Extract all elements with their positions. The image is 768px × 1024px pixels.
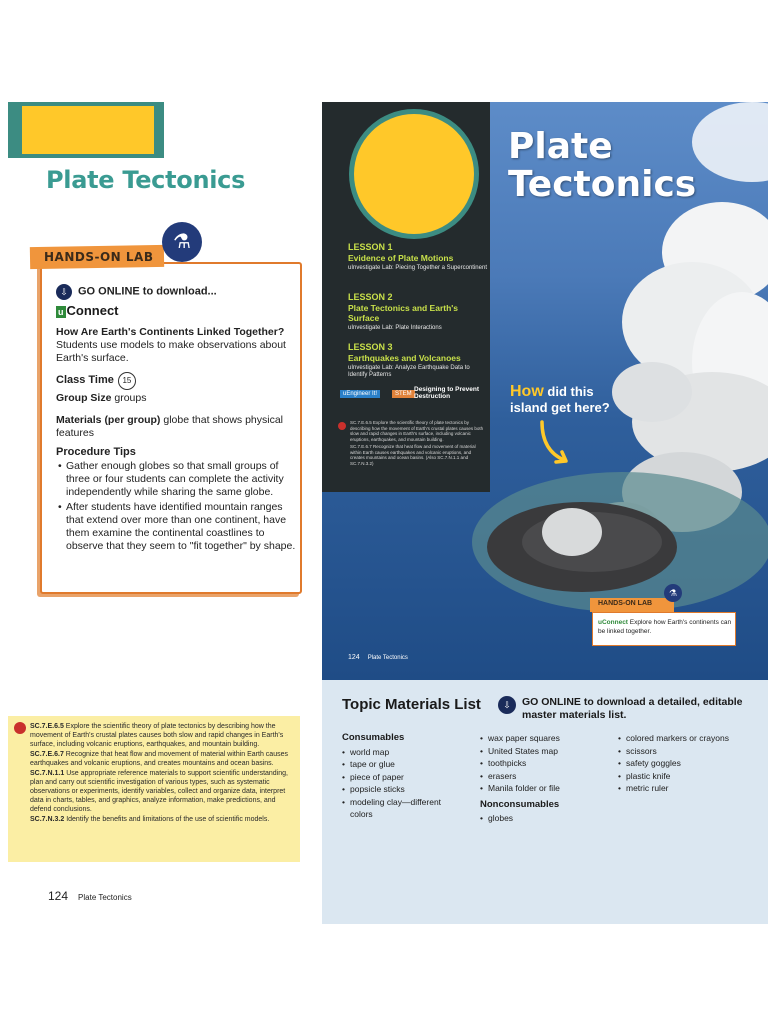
list-item: • erasers (480, 770, 610, 783)
list-item: • globes (480, 812, 610, 825)
list-item: • colored markers or crayons (618, 732, 758, 745)
lesson-title[interactable]: Evidence of Plate Motions (348, 253, 454, 263)
page-folio (48, 889, 132, 903)
group-size-row (56, 392, 288, 405)
class-time-value: 15 (118, 372, 136, 390)
consumables-list (342, 746, 462, 821)
engineer-title: Designing to Prevent Destruction (414, 386, 480, 400)
consumables-list-2 (480, 732, 610, 795)
list-item: • metric ruler (618, 782, 758, 795)
lab-tab-label: HANDS-ON LAB (44, 250, 154, 264)
uconnect-heading (56, 304, 288, 319)
consumables-column-2 (480, 732, 610, 825)
uconnect-label: Connect (66, 303, 119, 318)
page-number: 124 (48, 889, 69, 903)
standard-item: SC.7.E.6.7 Recognize that heat flow and movement of material within Earth causes earthquakes and volcanic eruptions, and creates mountains and ocean basins. (30, 751, 288, 767)
list-item: • tape or glue (342, 758, 462, 771)
engineer-it-tag: uEngineer It! (340, 390, 380, 398)
consumables-title: Consumables (342, 732, 405, 743)
materials-list-title: Topic Materials List (342, 696, 481, 713)
question-title: How Are Earth's Continents Linked Together? (56, 326, 285, 338)
how-word: How (510, 383, 544, 400)
go-online-row[interactable] (56, 284, 288, 300)
consumables-list-3 (618, 732, 758, 795)
lab-question (56, 326, 288, 365)
go-online-text: GO ONLINE to download... (78, 285, 217, 298)
group-size-label: Group Size (56, 392, 112, 404)
class-time-row (56, 372, 288, 390)
materials-value: globe that shows physical features (56, 414, 284, 439)
sidebar-standards (350, 420, 486, 468)
list-item: • toothpicks (480, 757, 610, 770)
stem-tag: STEM (392, 390, 415, 398)
standard-item: SC.7.E.6.5 Explore the scientific theory of plate tectonics by describing how the movement of Earth's crustal plates causes both slow and rapid changes in Earth's surface, including volcanic eruptions, earthquakes, and mountain building. (30, 723, 284, 748)
procedure-tips-title: Procedure Tips (56, 446, 136, 458)
materials-label: Materials (per group) (56, 414, 161, 426)
list-item: • popsicle sticks (342, 783, 462, 796)
folio-title: Plate Tectonics (78, 893, 132, 902)
page-title: Plate Tectonics (46, 166, 246, 194)
list-item: • modeling clay—different colors (342, 796, 462, 821)
download-icon: ⇩ (56, 284, 72, 300)
consumables-column-3 (618, 732, 758, 795)
download-icon[interactable]: ⇩ (498, 696, 516, 714)
nonconsumables-list (480, 812, 610, 825)
lesson-number: LESSON 1 (348, 242, 393, 252)
list-item: • safety goggles (618, 757, 758, 770)
folio-title: Plate Tectonics (367, 655, 408, 661)
nonconsumables-title: Nonconsumables (480, 798, 560, 810)
lesson-number: LESSON 2 (348, 292, 393, 302)
standard-item: SC.7.E.6.5 Explore the scientific theory of plate tectonics by describing how the movement of Earth's crustal plates causes both slow and rapid changes in Earth's surface, including volcanic eruptions, earthquakes, and mountain building. (350, 420, 484, 442)
list-item: • Manila folder or file (480, 782, 610, 795)
flask-icon: ⚗ (664, 584, 682, 602)
chapter-title: Plate Tectonics (508, 126, 697, 205)
yellow-redaction-circle (354, 114, 474, 234)
uconnect-prefix: u (58, 307, 64, 317)
standard-item: SC.7.N.1.1 Use appropriate reference materials to support scientific understanding, plan and carry out scientific investigation of various types, such as systematic observations or experiments, identify variables, collect and organize data, interpret data in charts, tables, and graphics, analyze information, make predictions, and defend conclusions. (30, 770, 288, 813)
mini-lab-tab-label: HANDS-ON LAB (598, 600, 653, 607)
standards-text (30, 722, 294, 825)
list-item: • scissors (618, 745, 758, 758)
group-size-value: groups (114, 392, 147, 404)
page-folio (348, 654, 408, 661)
curved-arrow-icon (536, 418, 572, 468)
lesson-lab: uInvestigate Lab: Piecing Together a Supercontinent (348, 265, 487, 271)
lesson-title[interactable]: Plate Tectonics and Earth's Surface (348, 303, 459, 323)
how-rest: did this island get here? (510, 384, 610, 415)
standard-item: SC.7.N.3.2 Identify the benefits and limitations of the use of scientific models. (30, 816, 270, 823)
lesson-lab: uInvestigate Lab: Plate Interactions (348, 325, 442, 331)
mini-lab-body: Explore how Earth's continents can be linked together. (598, 619, 732, 635)
materials-go-online[interactable]: GO ONLINE to download a detailed, editable master materials list. (522, 696, 743, 721)
yellow-redaction-box (22, 106, 154, 154)
flask-icon: ⚗ (162, 222, 202, 262)
list-item: • world map (342, 746, 462, 759)
list-item: • piece of paper (342, 771, 462, 784)
list-item: • Gather enough globes so that small groups of three or four students can complete the activity independently while sharing the same globe. (66, 460, 298, 499)
lesson-title[interactable]: Earthquakes and Volcanoes (348, 353, 461, 363)
standards-icon (338, 422, 346, 430)
mini-uconnect: uConnect (598, 619, 628, 626)
materials-row (56, 414, 288, 440)
standard-item: SC.7.E.6.7 Recognize that heat flow and movement of material within Earth causes earthquakes and volcanic eruptions, and creates mountains and ocean basins. (Also SC.7.N.1.1 and SC.7.N.3.2) (350, 444, 476, 466)
list-item: • United States map (480, 745, 610, 758)
list-item: • wax paper squares (480, 732, 610, 745)
list-item: • After students have identified mountain ranges that extend over more than one continent, have them examine the continental coastlines to observe that they seem to "fit together" by shape. (66, 501, 298, 553)
photo-question (510, 384, 610, 416)
procedure-tips-list (56, 460, 298, 555)
list-item: • plastic knife (618, 770, 758, 783)
lesson-number: LESSON 3 (348, 342, 393, 352)
standards-icon (14, 722, 26, 734)
consumables-column (342, 732, 462, 821)
class-time-label: Class Time (56, 374, 114, 386)
mini-lab-text (598, 618, 732, 636)
question-body: Students use models to make observations about Earth's surface. (56, 339, 286, 364)
lesson-lab: uInvestigate Lab: Analyze Earthquake Data to Identify Patterns (348, 365, 470, 378)
page-number: 124 (348, 654, 360, 661)
